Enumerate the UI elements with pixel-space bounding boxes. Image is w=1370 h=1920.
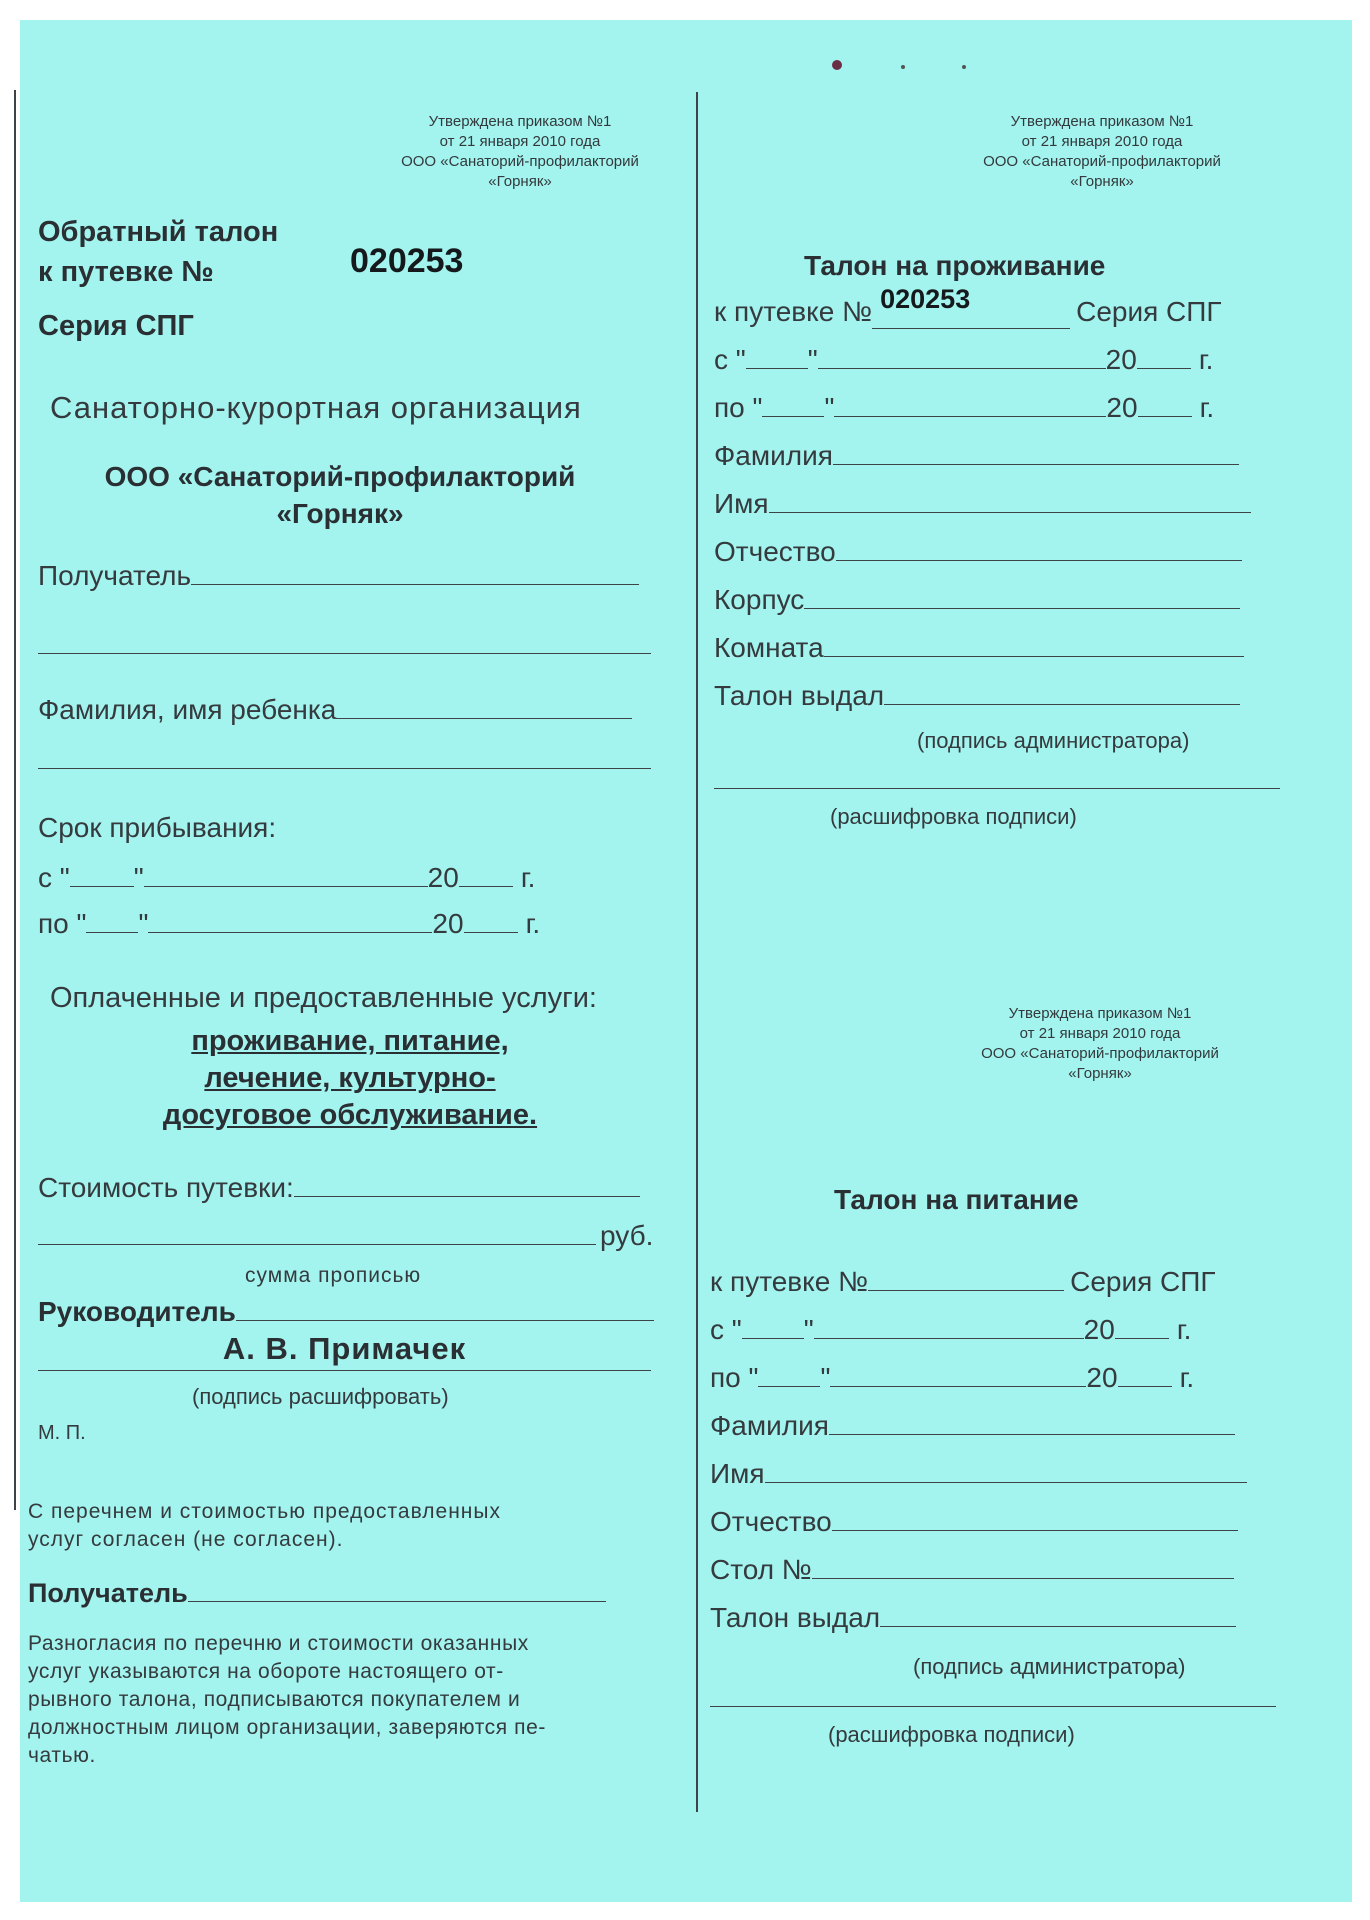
org-name-line: ООО «Санаторий-профилакторий <box>104 461 576 492</box>
stay-from-row[interactable] <box>714 344 1213 376</box>
meal-voucher-label: к путевке № <box>710 1266 869 1297</box>
blank-line[interactable] <box>710 1706 1276 1707</box>
to-month-line[interactable] <box>830 1386 1086 1387</box>
stay-surname-field[interactable] <box>714 440 1239 472</box>
meal-ticket-title: Талон на питание <box>834 1184 1079 1215</box>
surname-line[interactable] <box>833 464 1239 465</box>
child-name-label: Фамилия, имя ребенка <box>38 694 337 725</box>
disagreement-line: чатью. <box>28 1744 96 1767</box>
approval-line: от 21 января 2010 года <box>1019 1025 1181 1042</box>
voucher-number: 020253 <box>350 242 464 280</box>
stay-to-row[interactable] <box>714 392 1214 424</box>
head-line[interactable] <box>236 1320 654 1321</box>
stay-to-row[interactable] <box>38 908 540 940</box>
meal-table-field[interactable] <box>710 1554 1234 1586</box>
meal-name-field[interactable] <box>710 1458 1247 1490</box>
sum-words-hint: сумма прописью <box>245 1264 422 1287</box>
disagreement-line: услуг указываются на обороте настоящего от- <box>28 1660 504 1683</box>
from-quote: " <box>807 344 818 375</box>
from-prefix: с " <box>38 862 70 893</box>
meal-patronymic-field[interactable] <box>710 1506 1238 1538</box>
to-month-line[interactable] <box>148 932 432 933</box>
ink-dot <box>962 65 966 69</box>
to-year: 20 <box>1086 1362 1118 1393</box>
meal-from-row[interactable] <box>710 1314 1191 1346</box>
cost-field[interactable] <box>38 1172 640 1204</box>
meal-sign-decode-hint: (расшифровка подписи) <box>828 1722 1075 1747</box>
disagreement-line: рывного талона, подписываются покупателем и <box>28 1688 521 1711</box>
stay-voucher-row[interactable] <box>714 284 1222 329</box>
from-prefix: с " <box>714 344 746 375</box>
approval-note <box>340 112 700 192</box>
rub-label: руб. <box>600 1220 654 1251</box>
approval-line: от 21 января 2010 года <box>439 133 601 150</box>
to-quote: " <box>824 392 835 423</box>
to-day-line[interactable] <box>86 932 138 933</box>
stay-from-row[interactable] <box>38 862 535 894</box>
head-name: А. В. Примачек <box>222 1331 467 1366</box>
stay-patronymic-field[interactable] <box>714 536 1242 568</box>
patronymic-label: Отчество <box>714 536 836 567</box>
name-label: Имя <box>714 488 769 519</box>
to-prefix: по " <box>38 908 87 939</box>
stay-admin-sign-hint: (подпись администратора) <box>917 728 1190 753</box>
center-divider-line <box>696 92 698 1812</box>
to-day-line[interactable] <box>758 1386 820 1387</box>
recipient2-label: Получатель <box>28 1578 188 1608</box>
services-label: Оплаченные и предоставленные услуги: <box>50 982 597 1014</box>
issued-line[interactable] <box>880 1626 1236 1627</box>
disagreement-text <box>28 1630 546 1770</box>
org-type: Санаторно-курортная организация <box>50 390 582 425</box>
meal-series: Серия СПГ <box>1070 1266 1216 1297</box>
agreement-line: услуг согласен (не согласен). <box>28 1528 344 1551</box>
from-year-line[interactable] <box>1115 1338 1169 1339</box>
stay-period-label: Срок прибывания: <box>38 812 277 843</box>
cost-label: Стоимость путевки: <box>38 1172 294 1203</box>
from-suffix: г. <box>520 862 536 893</box>
stay-voucher-line[interactable] <box>872 284 1070 329</box>
to-year-line[interactable] <box>1138 416 1192 417</box>
approval-line: ООО «Санаторий-профилакторий <box>981 1045 1219 1062</box>
from-quote: " <box>803 1314 814 1345</box>
stay-issued-field[interactable] <box>714 680 1240 712</box>
ink-dot <box>901 65 905 69</box>
approval-line: «Горняк» <box>1070 173 1134 190</box>
to-quote: " <box>820 1362 831 1393</box>
org-name <box>40 458 640 532</box>
surname-line[interactable] <box>829 1434 1235 1435</box>
table-label: Стол № <box>710 1554 812 1585</box>
meal-voucher-line[interactable] <box>868 1290 1064 1291</box>
meal-issued-field[interactable] <box>710 1602 1236 1634</box>
approval-line: Утверждена приказом №1 <box>428 113 612 130</box>
from-year-line[interactable] <box>459 886 513 887</box>
meal-to-row[interactable] <box>710 1362 1194 1394</box>
to-year-line[interactable] <box>1118 1386 1172 1387</box>
voucher-number-label: к путевке № <box>38 256 214 288</box>
surname-label: Фамилия <box>710 1410 829 1441</box>
table-line[interactable] <box>812 1578 1234 1579</box>
meal-surname-field[interactable] <box>710 1410 1235 1442</box>
disagreement-line: должностным лицом организации, заверяются пе- <box>28 1716 547 1739</box>
name-label: Имя <box>710 1458 765 1489</box>
cost-line[interactable] <box>294 1196 640 1197</box>
from-year: 20 <box>1083 1314 1115 1345</box>
child-name-line[interactable] <box>336 718 632 719</box>
recipient-line[interactable] <box>191 584 639 585</box>
from-month-line[interactable] <box>814 1338 1084 1339</box>
stay-building-field[interactable] <box>714 584 1240 616</box>
from-day-line[interactable] <box>742 1338 804 1339</box>
from-year-line[interactable] <box>1137 368 1191 369</box>
to-suffix: г. <box>525 908 541 939</box>
to-prefix: по " <box>714 392 763 423</box>
from-suffix: г. <box>1198 344 1214 375</box>
to-year-line[interactable] <box>464 932 518 933</box>
head-field[interactable] <box>38 1296 654 1328</box>
to-day-line[interactable] <box>762 416 824 417</box>
patronymic-line[interactable] <box>836 560 1242 561</box>
from-quote: " <box>133 862 144 893</box>
from-year: 20 <box>1105 344 1137 375</box>
name-line[interactable] <box>769 512 1251 513</box>
approval-line: Утверждена приказом №1 <box>1008 1005 1192 1022</box>
approval-note <box>922 112 1282 192</box>
to-suffix: г. <box>1199 392 1215 423</box>
approval-line: ООО «Санаторий-профилакторий <box>983 153 1221 170</box>
cost-words-field[interactable] <box>38 1220 653 1252</box>
blank-line[interactable] <box>38 768 651 769</box>
stay-voucher-number: 020253 <box>880 284 971 314</box>
cost-words-line[interactable] <box>38 1244 596 1245</box>
stay-sign-decode-hint: (расшифровка подписи) <box>830 804 1077 829</box>
surname-label: Фамилия <box>714 440 833 471</box>
issued-line[interactable] <box>884 704 1240 705</box>
voucher-sheet <box>20 20 1352 1902</box>
agreement-text <box>28 1498 501 1554</box>
stay-ticket-title: Талон на проживание <box>804 250 1106 281</box>
org-name-line: «Горняк» <box>276 498 404 529</box>
ink-dot <box>832 60 842 70</box>
from-prefix: с " <box>710 1314 742 1345</box>
left-edge-line <box>14 90 16 1510</box>
recipient-label: Получатель <box>38 560 192 591</box>
room-label: Комната <box>714 632 824 663</box>
agreement-line: С перечнем и стоимостью предоставленных <box>28 1500 501 1523</box>
approval-line: «Горняк» <box>1068 1065 1132 1082</box>
approval-note <box>920 1004 1280 1084</box>
building-label: Корпус <box>714 584 805 615</box>
from-day-line[interactable] <box>70 886 134 887</box>
from-year: 20 <box>427 862 459 893</box>
stay-series: Серия СПГ <box>1076 296 1222 327</box>
approval-line: ООО «Санаторий-профилакторий <box>401 153 639 170</box>
blank-line[interactable] <box>38 653 651 654</box>
building-line[interactable] <box>804 608 1240 609</box>
blank-line[interactable] <box>714 788 1280 789</box>
sign-hint: (подпись расшифровать) <box>192 1384 449 1409</box>
approval-line: от 21 января 2010 года <box>1021 133 1183 150</box>
name-line[interactable] <box>765 1482 1247 1483</box>
services-line: досуговое обслуживание. <box>162 1099 538 1131</box>
meal-voucher-row[interactable] <box>710 1266 1216 1298</box>
services-list <box>120 1023 580 1134</box>
from-day-line[interactable] <box>746 368 808 369</box>
issued-label: Талон выдал <box>710 1602 881 1633</box>
approval-line: Утверждена приказом №1 <box>1010 113 1194 130</box>
disagreement-line: Разногласия по перечню и стоимости оказанных <box>28 1632 529 1655</box>
child-name-field[interactable] <box>38 694 632 726</box>
services-line: лечение, культурно- <box>204 1062 496 1094</box>
recipient-field[interactable] <box>38 560 639 592</box>
return-coupon-title: Обратный талон <box>38 216 279 248</box>
to-prefix: по " <box>710 1362 759 1393</box>
stay-room-field[interactable] <box>714 632 1244 664</box>
series-label: Серия СПГ <box>38 310 194 342</box>
services-line: проживание, питание, <box>191 1025 509 1057</box>
to-quote: " <box>138 908 149 939</box>
issued-label: Талон выдал <box>714 680 885 711</box>
from-month-line[interactable] <box>818 368 1106 369</box>
recipient2-line[interactable] <box>188 1601 606 1602</box>
head-label: Руководитель <box>38 1296 236 1327</box>
room-line[interactable] <box>824 656 1244 657</box>
patronymic-line[interactable] <box>832 1530 1238 1531</box>
to-suffix: г. <box>1179 1362 1195 1393</box>
head-name-line <box>38 1370 651 1371</box>
recipient2-field[interactable] <box>28 1578 606 1609</box>
stay-voucher-label: к путевке № <box>714 296 873 327</box>
to-month-line[interactable] <box>834 416 1106 417</box>
approval-line: «Горняк» <box>488 173 552 190</box>
patronymic-label: Отчество <box>710 1506 832 1537</box>
from-suffix: г. <box>1176 1314 1192 1345</box>
to-year: 20 <box>1106 392 1138 423</box>
meal-admin-sign-hint: (подпись администратора) <box>913 1654 1186 1679</box>
stay-name-field[interactable] <box>714 488 1251 520</box>
stamp-label: М. П. <box>38 1422 86 1444</box>
from-month-line[interactable] <box>144 886 428 887</box>
to-year: 20 <box>432 908 464 939</box>
